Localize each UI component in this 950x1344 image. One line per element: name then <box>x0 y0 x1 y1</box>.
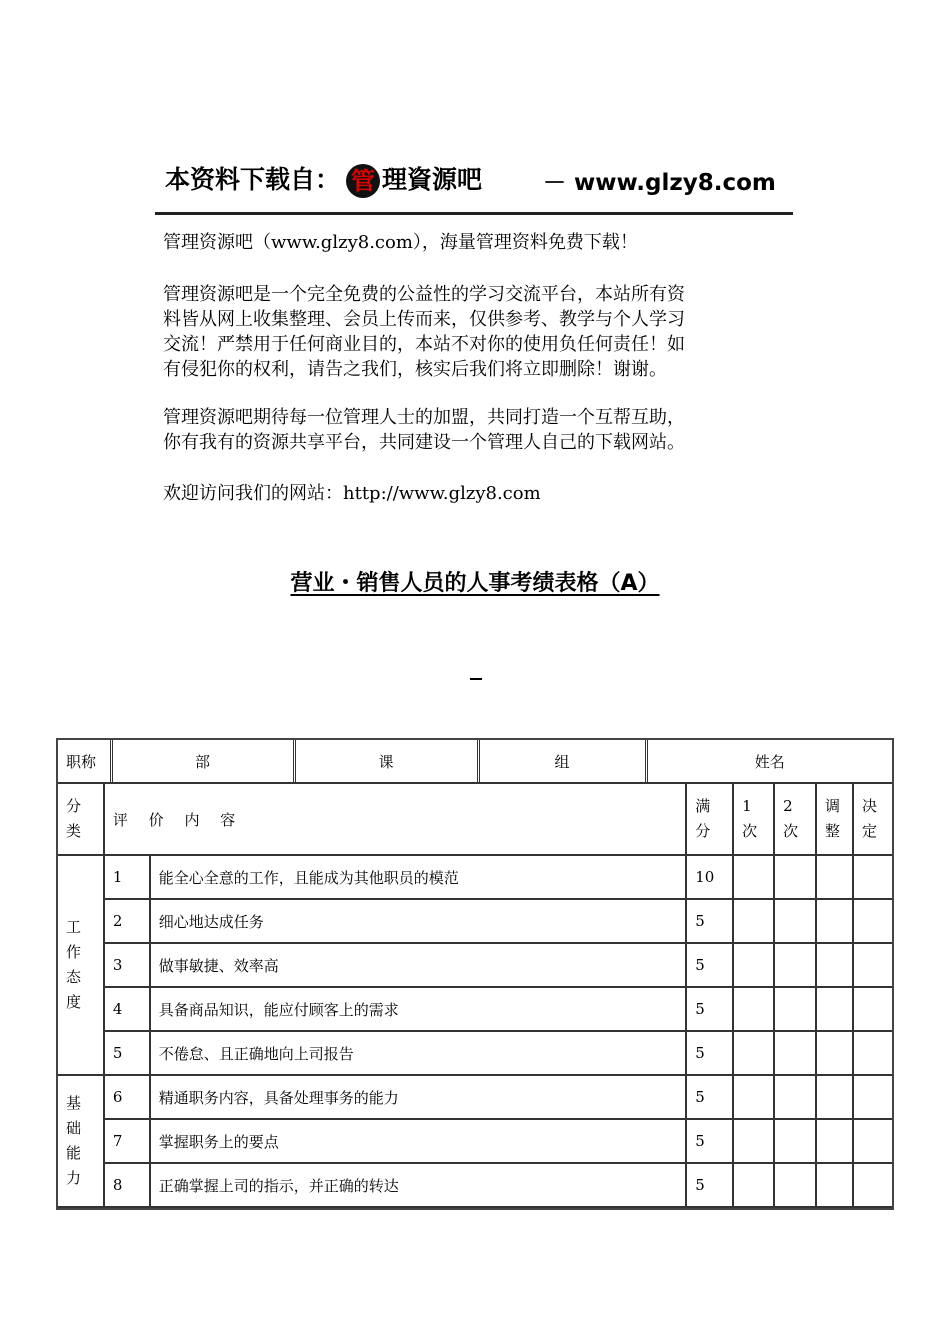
promo-text-line: 交流！严禁用于任何商业目的，本站不对你的使用负任何责任！如 <box>163 334 685 355</box>
item-text: 不倦怠、且正确地向上司报告 <box>151 1032 687 1076</box>
source-banner <box>155 150 795 214</box>
item-text: 能全心全意的工作，且能成为其他职员的模范 <box>151 856 687 900</box>
item-text: 具备商品知识，能应付顾客上的需求 <box>151 988 687 1032</box>
second-score-cell[interactable] <box>775 1076 817 1120</box>
adjust-header-text: 调整 <box>825 797 841 840</box>
item-number: 7 <box>105 1120 151 1164</box>
item-number: 2 <box>105 900 151 944</box>
adjust-cell[interactable] <box>817 1076 854 1120</box>
adjust-cell[interactable] <box>817 900 854 944</box>
promo-visit <box>163 481 803 506</box>
group-field[interactable]: 组 <box>478 740 646 782</box>
adjust-cell[interactable] <box>817 988 854 1032</box>
first-score-cell[interactable] <box>734 1120 775 1164</box>
full-score-header <box>687 784 734 856</box>
document-title-text: 营业・销售人员的人事考绩表格（A） <box>290 571 660 596</box>
item-text: 掌握职务上的要点 <box>151 1120 687 1164</box>
full-score-header-text: 满分 <box>695 797 711 840</box>
decide-cell[interactable] <box>854 900 892 944</box>
adjust-cell[interactable] <box>817 1032 854 1076</box>
table-row <box>58 856 892 900</box>
second-score-cell[interactable] <box>775 988 817 1032</box>
second-score-cell[interactable] <box>775 900 817 944</box>
second-score-cell[interactable] <box>775 1032 817 1076</box>
item-full-score: 5 <box>687 944 734 988</box>
second-review-header <box>775 784 817 856</box>
item-number: 4 <box>105 988 151 1032</box>
table-row <box>58 1164 892 1208</box>
banner-url: － www.glzy8.com <box>543 170 776 196</box>
item-full-score: 5 <box>687 1076 734 1120</box>
promo-text-line: 你有我有的资源共享平台，共同建设一个管理人自己的下载网站。 <box>163 432 685 453</box>
content-header-text: 评 价 内 容 <box>112 810 244 829</box>
promo-text-line: 料皆从网上收集整理、会员上传而来，仅供参考、教学与个人学习 <box>163 309 685 330</box>
item-number: 1 <box>105 856 151 900</box>
item-full-score: 5 <box>687 1120 734 1164</box>
first-review-header <box>734 784 775 856</box>
evaluation-table <box>56 738 894 1210</box>
second-score-cell[interactable] <box>775 1120 817 1164</box>
section-field[interactable]: 课 <box>294 740 478 782</box>
item-text: 做事敏捷、效率高 <box>151 944 687 988</box>
table-row <box>58 1032 892 1076</box>
first-review-label: 次 <box>742 822 758 840</box>
promo-paragraph-3 <box>163 405 803 455</box>
decide-cell[interactable] <box>854 988 892 1032</box>
column-caption-row <box>58 784 892 856</box>
first-score-cell[interactable] <box>734 1032 775 1076</box>
category-header <box>58 784 105 856</box>
promo-paragraph-2 <box>163 282 803 382</box>
decide-header <box>854 784 892 856</box>
decide-cell[interactable] <box>854 1032 892 1076</box>
decide-cell[interactable] <box>854 944 892 988</box>
second-review-number: 2 <box>783 797 793 815</box>
first-score-cell[interactable] <box>734 1076 775 1120</box>
site-logo-icon: 管 <box>346 164 380 198</box>
content-header <box>105 784 687 856</box>
first-review-number: 1 <box>742 797 752 815</box>
banner-prefix: 本资料下载自： <box>165 165 341 194</box>
item-text: 细心地达成任务 <box>151 900 687 944</box>
decide-cell[interactable] <box>854 1164 892 1208</box>
first-score-cell[interactable] <box>734 944 775 988</box>
decide-header-text: 决定 <box>861 797 877 840</box>
promo-visit-text: 欢迎访问我们的网站：http://www.glzy8.com <box>163 483 541 504</box>
second-score-cell[interactable] <box>775 856 817 900</box>
adjust-cell[interactable] <box>817 1164 854 1208</box>
decide-cell[interactable] <box>854 1076 892 1120</box>
table-row <box>58 944 892 988</box>
first-score-cell[interactable] <box>734 856 775 900</box>
first-score-cell[interactable] <box>734 900 775 944</box>
promo-text-line: 管理资源吧是一个完全免费的公益性的学习交流平台，本站所有资 <box>163 284 685 305</box>
first-score-cell[interactable] <box>734 1164 775 1208</box>
dept-field[interactable]: 部 <box>111 740 294 782</box>
decide-cell[interactable] <box>854 1120 892 1164</box>
table-row <box>58 900 892 944</box>
second-review-label: 次 <box>783 822 799 840</box>
item-full-score: 5 <box>687 988 734 1032</box>
category-basic-ability: 基础能力 <box>66 1094 82 1187</box>
name-field[interactable]: 姓名 <box>754 752 785 771</box>
item-full-score: 5 <box>687 1164 734 1208</box>
category-cell <box>58 856 105 1076</box>
item-number: 6 <box>105 1076 151 1120</box>
item-number: 5 <box>105 1032 151 1076</box>
adjust-header <box>817 784 854 856</box>
table-row <box>58 988 892 1032</box>
table-row <box>58 1120 892 1164</box>
second-score-cell[interactable] <box>775 1164 817 1208</box>
table-row <box>58 1076 892 1120</box>
first-score-cell[interactable] <box>734 988 775 1032</box>
position-label: 职称 <box>58 740 111 782</box>
item-full-score: 5 <box>687 900 734 944</box>
promo-intro: 管理资源吧（www.glzy8.com），海量管理资料免费下载！ <box>163 232 638 253</box>
category-header-text: 分类 <box>66 797 82 840</box>
adjust-cell[interactable] <box>817 1120 854 1164</box>
promo-text-line: 管理资源吧期待每一位管理人士的加盟，共同打造一个互帮互助， <box>163 407 685 428</box>
adjust-cell[interactable] <box>817 856 854 900</box>
item-text: 正确掌握上司的指示，并正确的转达 <box>151 1164 687 1208</box>
second-score-cell[interactable] <box>775 944 817 988</box>
item-number: 8 <box>105 1164 151 1208</box>
item-text: 精通职务内容，具备处理事务的能力 <box>151 1076 687 1120</box>
dash-mark <box>470 678 482 680</box>
document-title <box>0 566 950 597</box>
item-number: 3 <box>105 944 151 988</box>
category-cell <box>58 1076 105 1208</box>
banner-title <box>165 160 482 198</box>
promo-line-1 <box>163 230 803 255</box>
category-work-attitude: 工作态度 <box>66 918 82 1011</box>
decide-cell[interactable] <box>854 856 892 900</box>
promo-text-line: 有侵犯你的权利，请告之我们，核实后我们将立即删除！谢谢。 <box>163 359 667 380</box>
item-full-score: 5 <box>687 1032 734 1076</box>
banner-divider <box>155 212 793 215</box>
banner-site-name: 理資源吧 <box>382 165 483 194</box>
item-full-score: 10 <box>687 856 734 900</box>
header-row <box>58 740 892 784</box>
adjust-cell[interactable] <box>817 944 854 988</box>
